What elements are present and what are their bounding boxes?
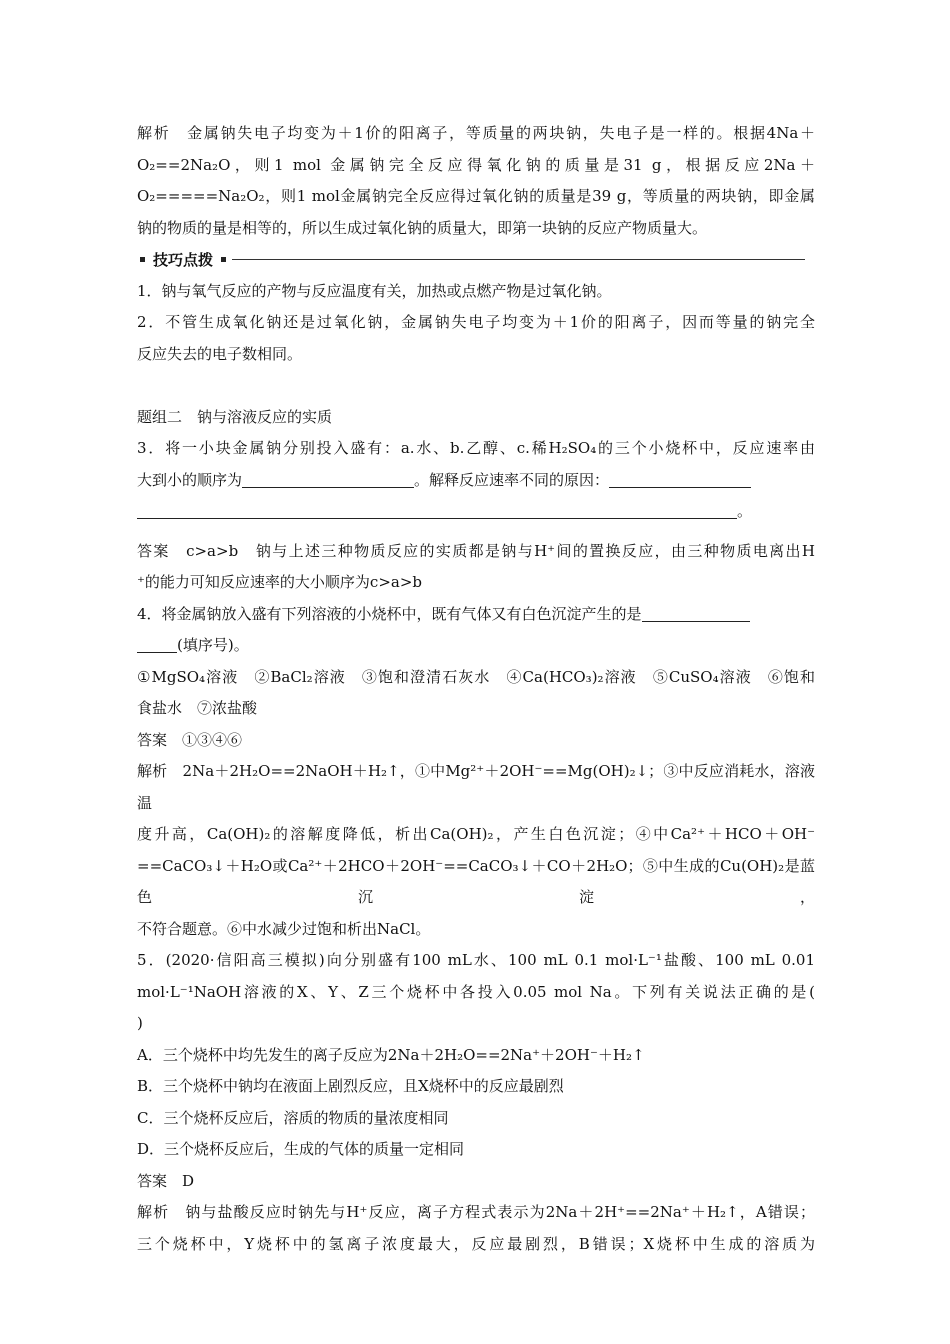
options-line: ①MgSO₄溶液 ②BaCl₂溶液 ③饱和澄清石灰水 ④Ca(HCO₃)₂溶液 ⑤CuSO₄溶液 ⑥饱和 (137, 667, 815, 686)
tip-header (137, 244, 815, 276)
question-line: 3．将一小块金属钠分别投入盛有：a.水、b.乙醇、c.稀H₂SO₄的三个小烧杯中，反应速率由 (137, 439, 815, 457)
question-line: ) (137, 1014, 143, 1032)
question-text: 。解释反应速率不同的原因： (414, 470, 610, 489)
spacer (137, 370, 815, 402)
question-line (137, 630, 815, 662)
document-page (137, 118, 815, 1260)
analysis-line: 解析 2Na＋2H₂O==2NaOH＋H₂↑，①中Mg²⁺＋2OH⁻==Mg(OH)₂↓；③中反应消耗水，溶液温 (137, 762, 815, 812)
group-heading: 题组二 钠与溶液反应的实质 (137, 407, 333, 426)
answer-line: 答案 ①③④⑥ (137, 730, 243, 749)
tip-line: 反应失去的电子数相同。 (137, 344, 303, 363)
analysis-line: ==CaCO₃↓＋H₂O或Ca²⁺＋2HCO＋2OH⁻==CaCO₃↓＋CO＋2H₂O；⑤中生成的Cu(OH)₂是蓝色沉淀， (137, 856, 815, 906)
answer-line: 答案 D (137, 1171, 195, 1190)
square-bullet-icon (140, 257, 145, 262)
question-text: (填序号)。 (177, 636, 249, 654)
divider (232, 259, 805, 260)
analysis-line: 解析 钠与盐酸反应时钠先与H⁺反应，离子方程式表示为2Na＋2H⁺==2Na⁺＋H₂↑，A错误； (137, 1203, 815, 1221)
answer-blank (609, 470, 751, 488)
question-text: 4．将金属钠放入盛有下列溶液的小烧杯中，既有气体又有白色沉淀产生的是 (137, 604, 642, 623)
option-b: B．三个烧杯中钠均在液面上剧烈反应，且X烧杯中的反应最剧烈 (137, 1077, 564, 1095)
spacer (137, 528, 815, 536)
options-line: 食盐水 ⑦浓盐酸 (137, 699, 258, 717)
question-line: mol·L⁻¹NaOH溶液的X、Y、Z三个烧杯中各投入0.05 mol Na。下列有关说法正确的是( (137, 982, 815, 1001)
tip-title: 技巧点拨 (153, 251, 214, 270)
option-a: A．三个烧杯中均先发生的离子反应为2Na＋2H₂O==2Na⁺＋2OH⁻＋H₂↑ (137, 1045, 645, 1064)
analysis-line: O₂==2Na₂O，则1 mol 金属钠完全反应得氧化钠的质量是31 g，根据反应2Na＋ (137, 155, 815, 174)
analysis-line: 度升高，Ca(OH)₂的溶解度降低，析出Ca(OH)₂，产生白色沉淀；④中Ca²⁺＋HCO＋OH⁻ (137, 825, 815, 843)
option-d: D．三个烧杯反应后，生成的气体的质量一定相同 (137, 1140, 465, 1158)
square-bullet-icon (221, 257, 226, 262)
question-line (137, 496, 815, 528)
answer-blank (642, 604, 750, 622)
option-c: C．三个烧杯反应后，溶质的物质的量浓度相同 (137, 1108, 449, 1127)
analysis-line: 三个烧杯中，Y烧杯中的氢离子浓度最大，反应最剧烈，B错误；X烧杯中生成的溶质为 (137, 1234, 815, 1253)
analysis-line: 不符合题意。⑥中水减少过饱和析出NaCl。 (137, 919, 431, 938)
answer-line: 答案 c>a>b 钠与上述三种物质反应的实质都是钠与H⁺间的置换反应，由三种物质电离出H (137, 541, 815, 560)
tip-line: 1．钠与氧气反应的产物与反应温度有关，加热或点燃产物是过氧化钠。 (137, 281, 612, 300)
answer-line: ⁺的能力可知反应速率的大小顺序为c>a>b (137, 573, 423, 591)
question-text: 。 (737, 502, 753, 520)
answer-blank (137, 501, 737, 519)
question-text: 大到小的顺序为 (137, 470, 243, 489)
analysis-line: 钠的物质的量是相等的，所以生成过氧化钠的质量大，即第一块钠的反应产物质量大。 (137, 218, 708, 237)
analysis-line: O₂=====Na₂O₂，则1 mol金属钠完全反应得过氧化钠的质量是39 g，等质量的两块钠，即金属 (137, 187, 815, 205)
answer-blank (137, 635, 177, 653)
question-line (137, 465, 815, 497)
tip-line: 2．不管生成氧化钠还是过氧化钠，金属钠失电子均变为＋1价的阳离子，因而等量的钠完全 (137, 313, 815, 331)
question-line: 5．(2020·信阳高三模拟)向分别盛有100 mL水、100 mL 0.1 mol·L⁻¹盐酸、100 mL 0.01 (137, 951, 815, 969)
question-line (137, 599, 815, 631)
answer-blank (242, 470, 414, 488)
analysis-line: 解析 金属钠失电子均变为＋1价的阳离子，等质量的两块钠，失电子是一样的。根据4Na＋ (137, 124, 815, 142)
